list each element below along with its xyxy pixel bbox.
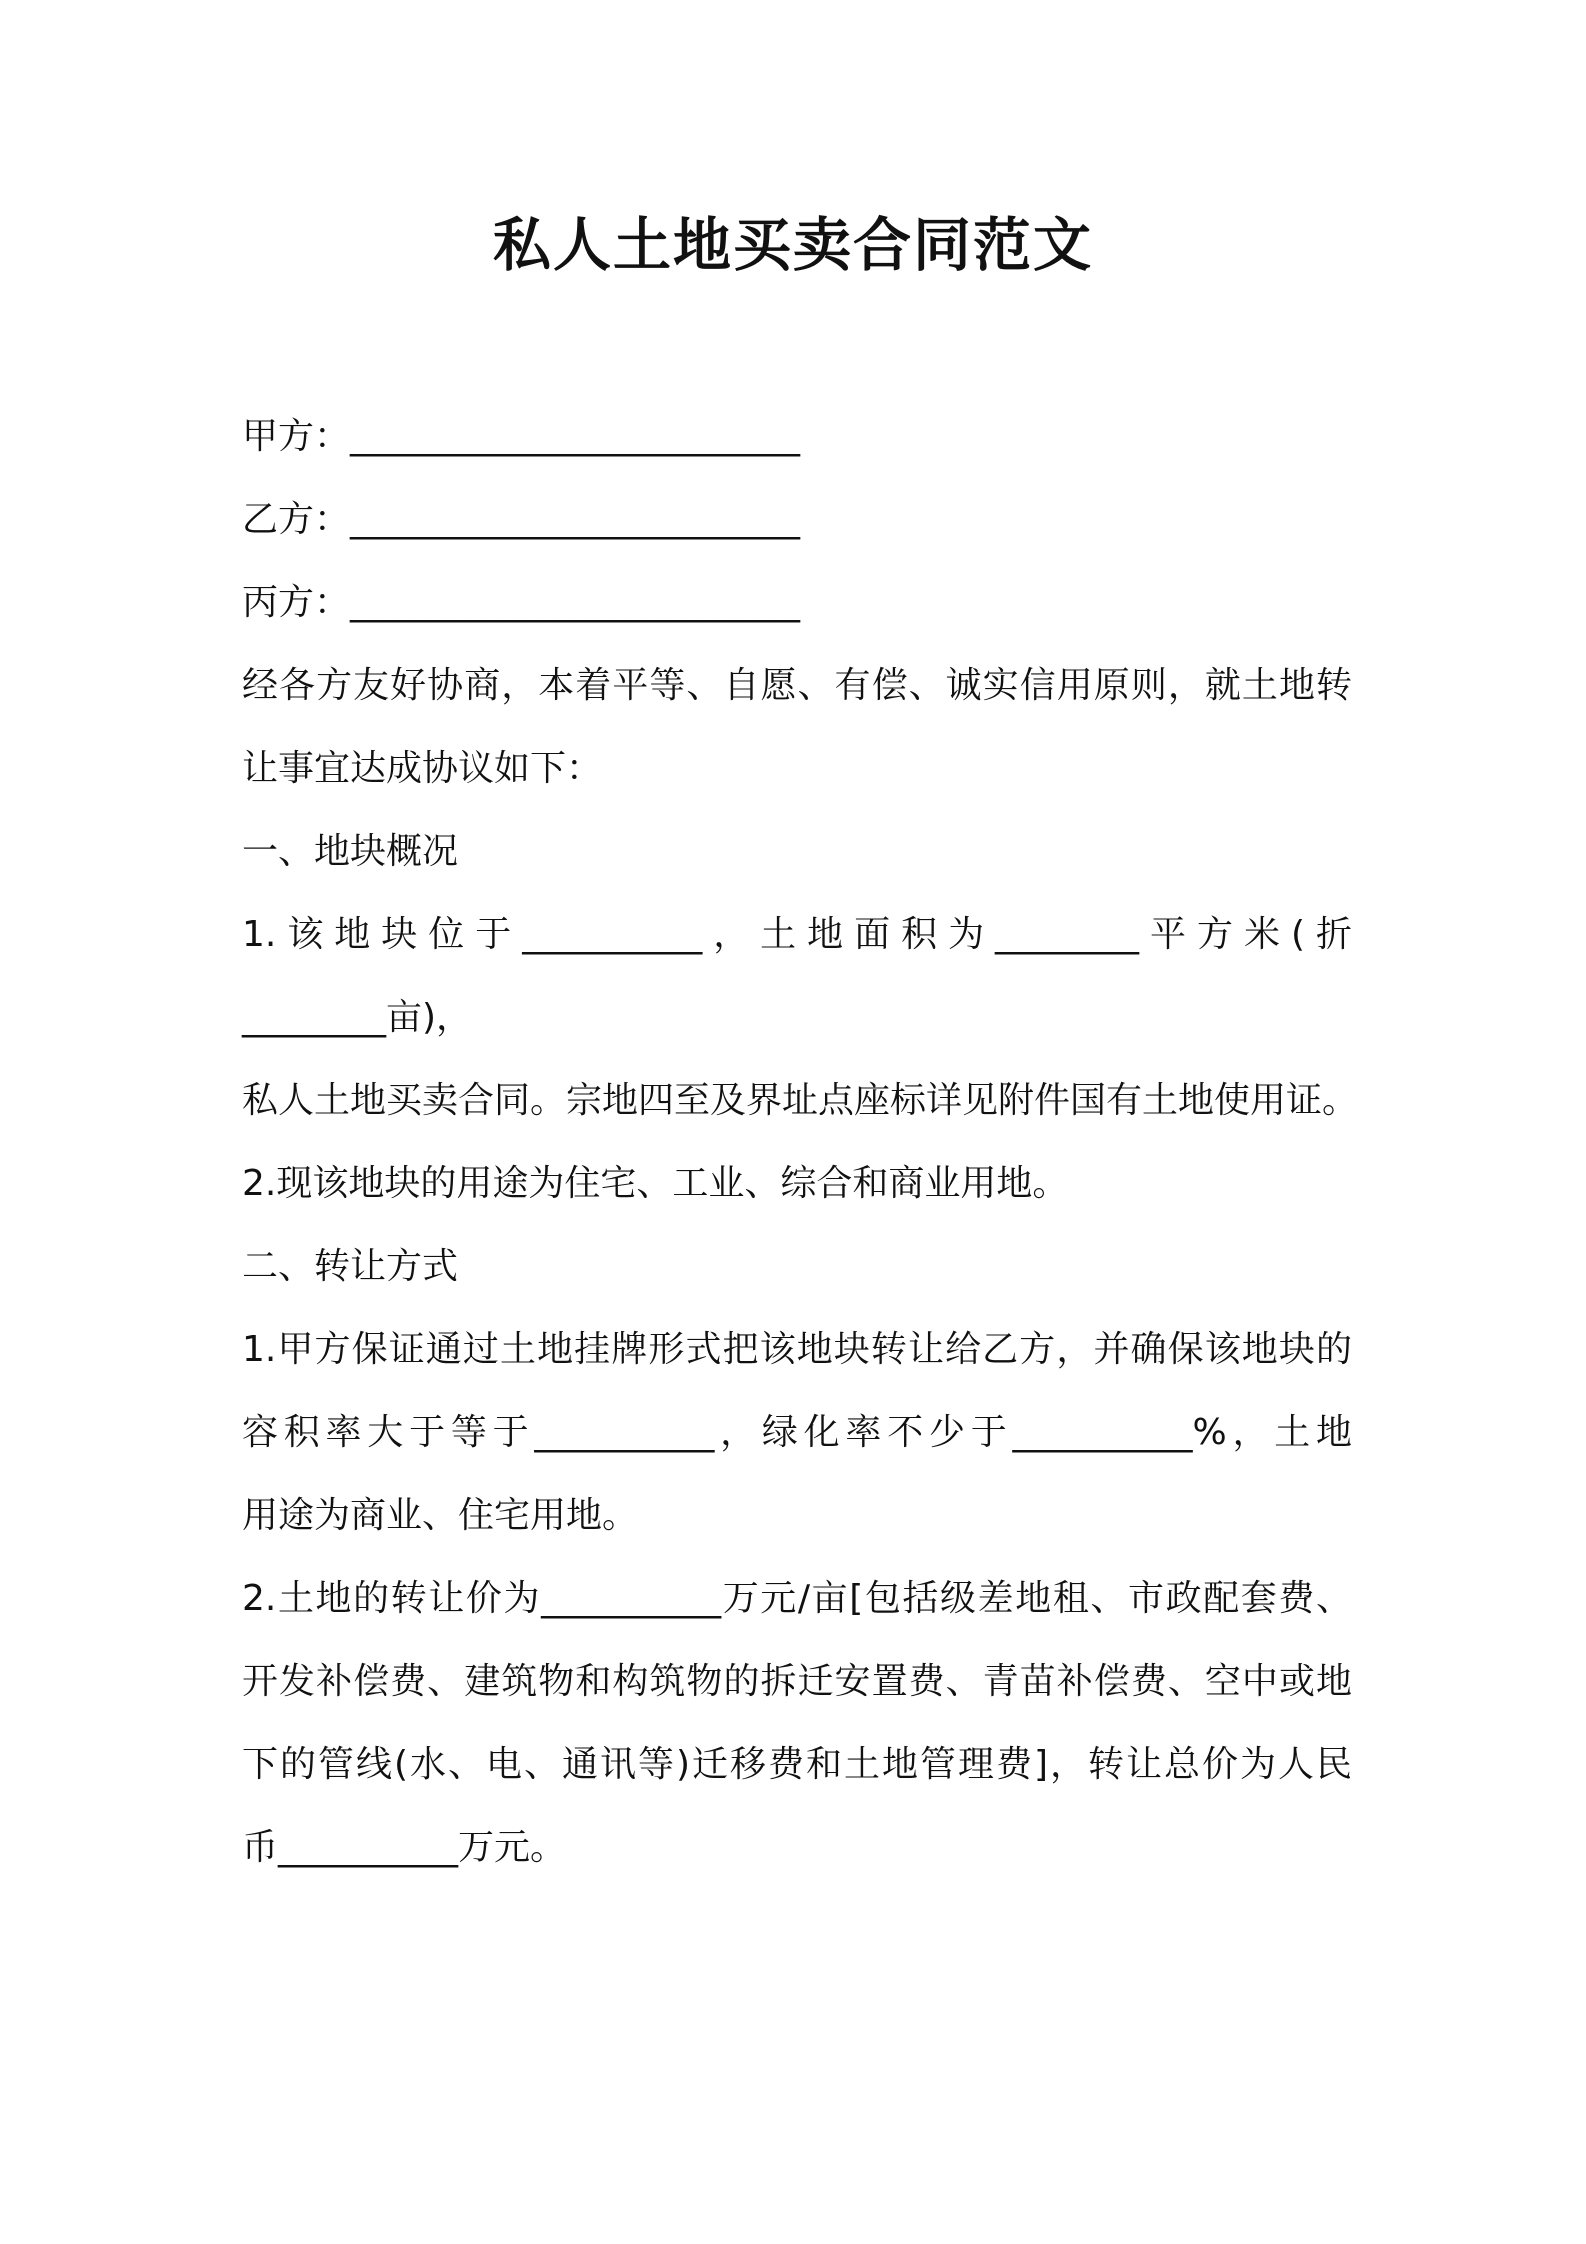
party-b-line: 乙方：_________________________ bbox=[242, 499, 801, 540]
party-a-line: 甲方：_________________________ bbox=[242, 416, 801, 457]
paragraph-line: 币__________万元。 bbox=[242, 1827, 567, 1868]
paragraph-line: 容积率大于等于__________，绿化率不少于__________%，土地 bbox=[242, 1412, 1352, 1453]
paragraph-line: 让事宜达成协议如下： bbox=[242, 748, 603, 789]
paragraph-line: ________亩)， bbox=[242, 997, 473, 1038]
paragraph-line: 1.该地块位于__________，土地面积为________平方米(折 bbox=[242, 914, 1352, 955]
paragraph-line: 经各方友好协商，本着平等、自愿、有偿、诚实信用原则，就土地转 bbox=[242, 665, 1352, 706]
section-heading: 一、地块概况 bbox=[242, 831, 459, 872]
party-c-line: 丙方：_________________________ bbox=[242, 582, 801, 623]
paragraph-line: 私人土地买卖合同。宗地四至及界址点座标详见附件国有土地使用证。 bbox=[242, 1080, 1359, 1121]
document-title: 私人土地买卖合同范文 bbox=[492, 211, 1093, 279]
section-heading: 二、转让方式 bbox=[242, 1246, 459, 1287]
paragraph-line: 用途为商业、住宅用地。 bbox=[242, 1495, 639, 1536]
paragraph-line: 开发补偿费、建筑物和构筑物的拆迁安置费、青苗补偿费、空中或地 bbox=[242, 1661, 1352, 1702]
paragraph-line: 1.甲方保证通过土地挂牌形式把该地块转让给乙方，并确保该地块的 bbox=[242, 1329, 1352, 1370]
paragraph-line: 2.土地的转让价为__________万元/亩[包括级差地租、市政配套费、 bbox=[242, 1578, 1352, 1619]
paragraph-line: 下的管线(水、电、通讯等)迁移费和土地管理费]，转让总价为人民 bbox=[242, 1744, 1352, 1785]
paragraph-line: 2.现该地块的用途为住宅、工业、综合和商业用地。 bbox=[242, 1163, 1069, 1204]
